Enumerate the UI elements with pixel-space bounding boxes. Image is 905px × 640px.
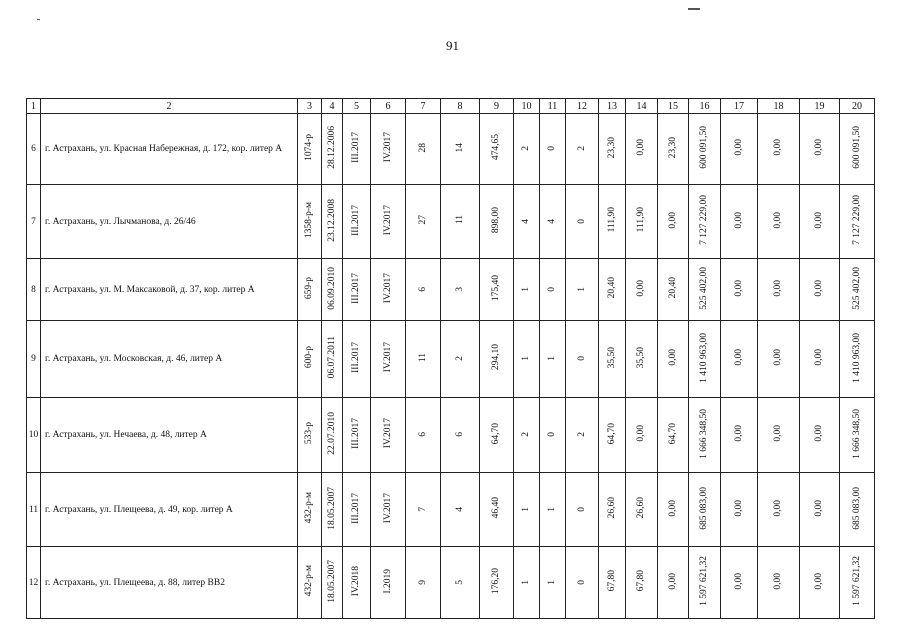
row-number-cell: 7: [27, 185, 41, 259]
cell-col-12: [566, 547, 599, 619]
cell-col-6: [371, 398, 406, 473]
cell-value: 7 127 229,00: [699, 195, 709, 245]
cell-col-9: [480, 259, 514, 321]
cell-col-8: [441, 473, 480, 547]
cell-col-16: [689, 185, 721, 259]
cell-value: 0,00: [733, 139, 744, 156]
cell-col-14: [626, 398, 658, 473]
cell-col-15: [658, 473, 689, 547]
cell-col-19: [800, 114, 840, 185]
header-cell-16: 16: [689, 99, 721, 114]
cell-value: 0,00: [814, 279, 824, 297]
cell-value: 176,20: [491, 567, 501, 595]
cell-value: 175,40: [491, 274, 501, 302]
header-cell-8: 8: [441, 99, 480, 114]
cell-col-9: [480, 547, 514, 619]
cell-col-13: [599, 321, 626, 398]
cell-value: 06.09.2010: [326, 266, 337, 310]
header-cell-3: 3: [298, 99, 322, 114]
cell-value: 18.05.2007: [326, 486, 337, 530]
cell-value: 64,70: [606, 422, 617, 445]
cell-value: 6: [454, 432, 465, 437]
cell-col-16: [689, 398, 721, 473]
cell-col-11: [540, 547, 566, 619]
cell-value: 7 127 229,00: [851, 195, 862, 245]
cell-value: 2: [454, 356, 465, 361]
cell-col-3: [298, 321, 322, 398]
cell-value: 20,40: [606, 277, 617, 299]
cell-col-20: [840, 398, 875, 473]
cell-value: 0,00: [773, 139, 783, 156]
cell-value: 1 410 963,00: [699, 332, 709, 383]
cell-value: 2: [521, 432, 531, 437]
cell-col-12: [566, 185, 599, 259]
address-cell: г. Астрахань, ул. Московская, д. 46, литер А: [41, 321, 298, 398]
cell-col-4: [322, 547, 343, 619]
cell-value: 0,00: [814, 139, 824, 156]
cell-col-15: [658, 185, 689, 259]
cell-value: 7: [417, 506, 428, 512]
cell-col-13: [599, 398, 626, 473]
cell-value: 0: [576, 506, 587, 512]
cell-col-4: [322, 114, 343, 185]
cell-value: 1 597 621,32: [851, 556, 862, 606]
cell-value: 9: [417, 579, 428, 585]
cell-value: III.2017: [351, 132, 361, 163]
cell-col-14: [626, 547, 658, 619]
cell-col-18: [758, 185, 800, 259]
cell-col-9: [480, 473, 514, 547]
header-cell-11: 11: [540, 99, 566, 114]
cell-value: 0,00: [636, 139, 646, 156]
cell-value: 14: [454, 142, 465, 153]
cell-value: 0,00: [773, 572, 783, 590]
cell-value: 64,70: [491, 422, 501, 445]
cell-col-15: [658, 398, 689, 473]
cell-col-15: [658, 259, 689, 321]
cell-value: 1 666 348,50: [851, 408, 862, 459]
cell-col-8: [441, 259, 480, 321]
cell-value: 1 666 348,50: [699, 408, 709, 459]
cell-value: IV.2017: [382, 204, 393, 236]
cell-col-4: [322, 259, 343, 321]
row-number-cell: 10: [27, 398, 41, 473]
cell-value: 11: [454, 215, 465, 225]
cell-value: 0,00: [733, 572, 744, 590]
cell-col-5: [343, 398, 371, 473]
table-row: [27, 259, 875, 321]
cell-value: 1: [576, 286, 587, 292]
cell-col-10: [514, 398, 540, 473]
cell-col-5: [343, 321, 371, 398]
cell-value: 685 083,00: [851, 486, 862, 530]
cell-value: III.2017: [351, 418, 361, 449]
cell-value: 1: [547, 356, 557, 361]
cell-col-3: [298, 547, 322, 619]
cell-value: 0: [576, 218, 587, 224]
cell-col-11: [540, 321, 566, 398]
cell-col-19: [800, 473, 840, 547]
row-number-cell: 11: [27, 473, 41, 547]
cell-col-11: [540, 259, 566, 321]
header-row: [27, 99, 875, 114]
cell-value: I.2019: [382, 568, 393, 594]
header-cell-7: 7: [406, 99, 441, 114]
cell-col-20: [840, 185, 875, 259]
cell-col-6: [371, 114, 406, 185]
address-cell: г. Астрахань, ул. Нечаева, д. 48, литер А: [41, 398, 298, 473]
cell-value: 0,00: [733, 279, 744, 297]
address-cell: г. Астрахань, ул. М. Максаковой, д. 37, кор. литер А: [41, 259, 298, 321]
cell-col-5: [343, 185, 371, 259]
cell-value: 0,00: [667, 211, 678, 229]
cell-value: 67,80: [636, 570, 646, 592]
cell-value: 18.05.2007: [326, 559, 337, 603]
cell-col-6: [371, 259, 406, 321]
header-cell-12: 12: [566, 99, 599, 114]
header-cell-13: 13: [599, 99, 626, 114]
cell-col-8: [441, 321, 480, 398]
cell-value: 0,00: [773, 499, 783, 517]
cell-value: 111,90: [636, 207, 646, 233]
cell-col-13: [599, 259, 626, 321]
cell-col-3: [298, 185, 322, 259]
page-number: 91: [446, 38, 459, 53]
cell-value: 474,65: [491, 134, 501, 161]
cell-value: 1358-р-м: [304, 201, 314, 239]
cell-value: 23,30: [667, 136, 678, 159]
cell-value: 1: [521, 506, 531, 512]
header-cell-19: 19: [800, 99, 840, 114]
cell-col-17: [721, 114, 758, 185]
cell-value: 5: [454, 579, 465, 585]
header-cell-14: 14: [626, 99, 658, 114]
cell-value: 23,30: [606, 136, 617, 159]
cell-value: 1: [547, 579, 557, 585]
cell-value: 2: [521, 146, 531, 151]
cell-value: 0,00: [667, 572, 678, 590]
cell-value: 294,10: [491, 344, 501, 371]
cell-value: IV.2017: [382, 132, 393, 163]
cell-value: 6: [417, 286, 428, 292]
cell-value: 432-р-м: [304, 492, 314, 524]
cell-col-17: [721, 473, 758, 547]
cell-col-19: [800, 185, 840, 259]
cell-value: 67,80: [606, 570, 617, 592]
cell-value: 600 091,50: [699, 126, 709, 169]
cell-value: 1: [521, 286, 531, 292]
cell-col-5: [343, 473, 371, 547]
cell-value: IV.2017: [382, 342, 393, 373]
cell-col-7: [406, 321, 441, 398]
cell-col-6: [371, 473, 406, 547]
cell-col-17: [721, 547, 758, 619]
header-cell-10: 10: [514, 99, 540, 114]
cell-value: 0: [547, 432, 557, 437]
cell-col-19: [800, 259, 840, 321]
cell-value: 0,00: [773, 211, 783, 229]
cell-value: 0,00: [773, 425, 783, 442]
header-cell-4: 4: [322, 99, 343, 114]
cell-col-7: [406, 398, 441, 473]
cell-col-3: [298, 398, 322, 473]
cell-value: 28: [417, 142, 428, 153]
cell-value: III.2017: [351, 272, 361, 304]
cell-col-11: [540, 473, 566, 547]
cell-value: 0: [576, 579, 587, 585]
cell-value: 1: [521, 579, 531, 585]
cell-col-15: [658, 321, 689, 398]
row-number-cell: 9: [27, 321, 41, 398]
cell-value: 659-р: [304, 276, 314, 300]
cell-value: 0,00: [733, 425, 744, 442]
cell-value: 20,40: [667, 277, 678, 299]
address-cell: г. Астрахань, ул. Плещеева, д. 88, литер ВВ2: [41, 547, 298, 619]
cell-col-3: [298, 114, 322, 185]
cell-col-15: [658, 114, 689, 185]
cell-value: 898,00: [491, 206, 501, 234]
cell-col-10: [514, 547, 540, 619]
cell-col-20: [840, 473, 875, 547]
cell-value: 26,60: [636, 497, 646, 519]
header-cell-1: 1: [27, 99, 41, 114]
cell-col-10: [514, 185, 540, 259]
cell-value: IV.2017: [382, 492, 393, 524]
cell-col-17: [721, 321, 758, 398]
cell-col-9: [480, 398, 514, 473]
cell-value: 525 402,00: [699, 266, 709, 310]
row-number-cell: 12: [27, 547, 41, 619]
cell-col-18: [758, 547, 800, 619]
cell-value: 525 402,00: [851, 266, 862, 310]
cell-col-18: [758, 259, 800, 321]
table-row: [27, 473, 875, 547]
cell-value: 0,00: [814, 349, 824, 366]
cell-col-9: [480, 185, 514, 259]
cell-value: 0,00: [773, 349, 783, 366]
cell-value: 4: [547, 218, 557, 224]
cell-col-5: [343, 114, 371, 185]
cell-col-15: [658, 547, 689, 619]
cell-value: 0,00: [667, 349, 678, 366]
cell-col-9: [480, 321, 514, 398]
cell-value: 1074-р: [304, 134, 314, 161]
cell-col-6: [371, 547, 406, 619]
table-row: [27, 114, 875, 185]
header-cell-17: 17: [721, 99, 758, 114]
cell-value: 23.12.2008: [326, 198, 337, 242]
cell-col-6: [371, 321, 406, 398]
cell-col-18: [758, 398, 800, 473]
cell-value: 0: [576, 356, 587, 361]
cell-col-10: [514, 321, 540, 398]
cell-value: 0,00: [773, 279, 783, 297]
header-cell-2: 2: [41, 99, 298, 114]
cell-col-5: [343, 259, 371, 321]
cell-value: III.2017: [351, 342, 361, 373]
cell-value: 0,00: [733, 211, 744, 229]
cell-value: 28.12.2006: [326, 126, 337, 169]
cell-col-13: [599, 473, 626, 547]
cell-col-4: [322, 185, 343, 259]
cell-col-17: [721, 259, 758, 321]
cell-value: 46,40: [491, 497, 501, 519]
cell-col-12: [566, 321, 599, 398]
cell-value: 64,70: [667, 422, 678, 445]
cell-value: 0,00: [814, 499, 824, 517]
table-row: [27, 398, 875, 473]
address-cell: г. Астрахань, ул. Плещеева, д. 49, кор. литер А: [41, 473, 298, 547]
cell-value: 685 083,00: [699, 486, 709, 530]
cell-col-4: [322, 473, 343, 547]
cell-col-13: [599, 185, 626, 259]
cell-col-7: [406, 185, 441, 259]
table-row: [27, 185, 875, 259]
cell-value: 4: [521, 218, 531, 224]
address-cell: г. Астрахань, ул. Лычманова, д. 26/46: [41, 185, 298, 259]
cell-value: 533-р: [304, 422, 314, 445]
cell-value: 600 091,50: [851, 126, 862, 169]
cell-col-16: [689, 114, 721, 185]
cell-col-20: [840, 114, 875, 185]
cell-col-12: [566, 114, 599, 185]
cell-col-8: [441, 547, 480, 619]
cell-value: 111,90: [606, 207, 617, 233]
cell-value: 6: [417, 432, 428, 437]
cell-col-7: [406, 114, 441, 185]
cell-value: 2: [576, 432, 587, 437]
cell-col-14: [626, 259, 658, 321]
cell-value: 2: [576, 146, 587, 151]
cell-value: 600-р: [304, 346, 314, 369]
cell-col-7: [406, 547, 441, 619]
cell-value: 0,00: [733, 349, 744, 366]
cell-col-17: [721, 185, 758, 259]
cell-col-11: [540, 114, 566, 185]
row-number-cell: 8: [27, 259, 41, 321]
cell-value: 0,00: [733, 499, 744, 517]
cell-value: 0: [547, 286, 557, 292]
cell-col-9: [480, 114, 514, 185]
scan-mark-top: [688, 8, 700, 10]
cell-value: IV.2017: [382, 272, 393, 304]
cell-col-10: [514, 114, 540, 185]
cell-value: 1: [521, 356, 531, 361]
cell-col-14: [626, 114, 658, 185]
cell-col-11: [540, 398, 566, 473]
cell-value: III.2017: [351, 492, 361, 524]
cell-col-19: [800, 398, 840, 473]
cell-value: 22.07.2010: [326, 412, 337, 455]
cell-col-16: [689, 321, 721, 398]
cell-col-7: [406, 473, 441, 547]
cell-col-4: [322, 321, 343, 398]
cell-value: 0,00: [814, 211, 824, 229]
cell-col-18: [758, 321, 800, 398]
header-cell-20: 20: [840, 99, 875, 114]
cell-col-20: [840, 547, 875, 619]
register-table: [26, 98, 875, 619]
cell-value: 35,50: [636, 346, 646, 369]
header-cell-6: 6: [371, 99, 406, 114]
header-cell-5: 5: [343, 99, 371, 114]
cell-col-20: [840, 321, 875, 398]
cell-value: 27: [417, 215, 428, 225]
cell-col-3: [298, 473, 322, 547]
cell-value: 0,00: [667, 499, 678, 517]
cell-col-8: [441, 114, 480, 185]
cell-col-19: [800, 321, 840, 398]
cell-col-14: [626, 473, 658, 547]
scan-mark-left: [37, 19, 40, 20]
cell-col-18: [758, 473, 800, 547]
cell-col-13: [599, 547, 626, 619]
header-cell-15: 15: [658, 99, 689, 114]
cell-value: 1 597 621,32: [699, 556, 709, 606]
cell-col-6: [371, 185, 406, 259]
cell-value: 432-р-м: [304, 565, 314, 597]
cell-value: 26,60: [606, 497, 617, 519]
cell-col-19: [800, 547, 840, 619]
cell-value: 35,50: [606, 346, 617, 369]
cell-value: III.2017: [351, 204, 361, 236]
cell-col-14: [626, 321, 658, 398]
cell-col-8: [441, 185, 480, 259]
cell-value: 06.07.2011: [326, 336, 337, 379]
cell-col-4: [322, 398, 343, 473]
cell-col-18: [758, 114, 800, 185]
cell-col-16: [689, 259, 721, 321]
table-row: [27, 547, 875, 619]
cell-value: 4: [454, 506, 465, 512]
header-cell-18: 18: [758, 99, 800, 114]
cell-col-7: [406, 259, 441, 321]
cell-value: IV.2018: [351, 565, 361, 597]
cell-value: 0: [547, 146, 557, 151]
cell-value: 1 410 963,00: [851, 332, 862, 383]
cell-value: 0,00: [636, 425, 646, 442]
cell-col-16: [689, 547, 721, 619]
cell-col-10: [514, 259, 540, 321]
cell-col-12: [566, 473, 599, 547]
cell-col-11: [540, 185, 566, 259]
cell-value: IV.2017: [382, 418, 393, 449]
cell-col-3: [298, 259, 322, 321]
cell-col-8: [441, 398, 480, 473]
cell-col-16: [689, 473, 721, 547]
cell-col-20: [840, 259, 875, 321]
cell-col-12: [566, 259, 599, 321]
cell-value: 0,00: [814, 572, 824, 590]
cell-value: 0,00: [636, 279, 646, 297]
cell-value: 3: [454, 286, 465, 292]
table-row: [27, 321, 875, 398]
cell-col-10: [514, 473, 540, 547]
cell-value: 0,00: [814, 425, 824, 442]
header-cell-9: 9: [480, 99, 514, 114]
cell-col-13: [599, 114, 626, 185]
cell-value: 1: [547, 506, 557, 512]
cell-col-12: [566, 398, 599, 473]
cell-col-17: [721, 398, 758, 473]
cell-col-14: [626, 185, 658, 259]
cell-col-5: [343, 547, 371, 619]
cell-value: 11: [417, 352, 428, 363]
row-number-cell: 6: [27, 114, 41, 185]
address-cell: г. Астрахань, ул. Красная Набережная, д. 172, кор. литер А: [41, 114, 298, 185]
